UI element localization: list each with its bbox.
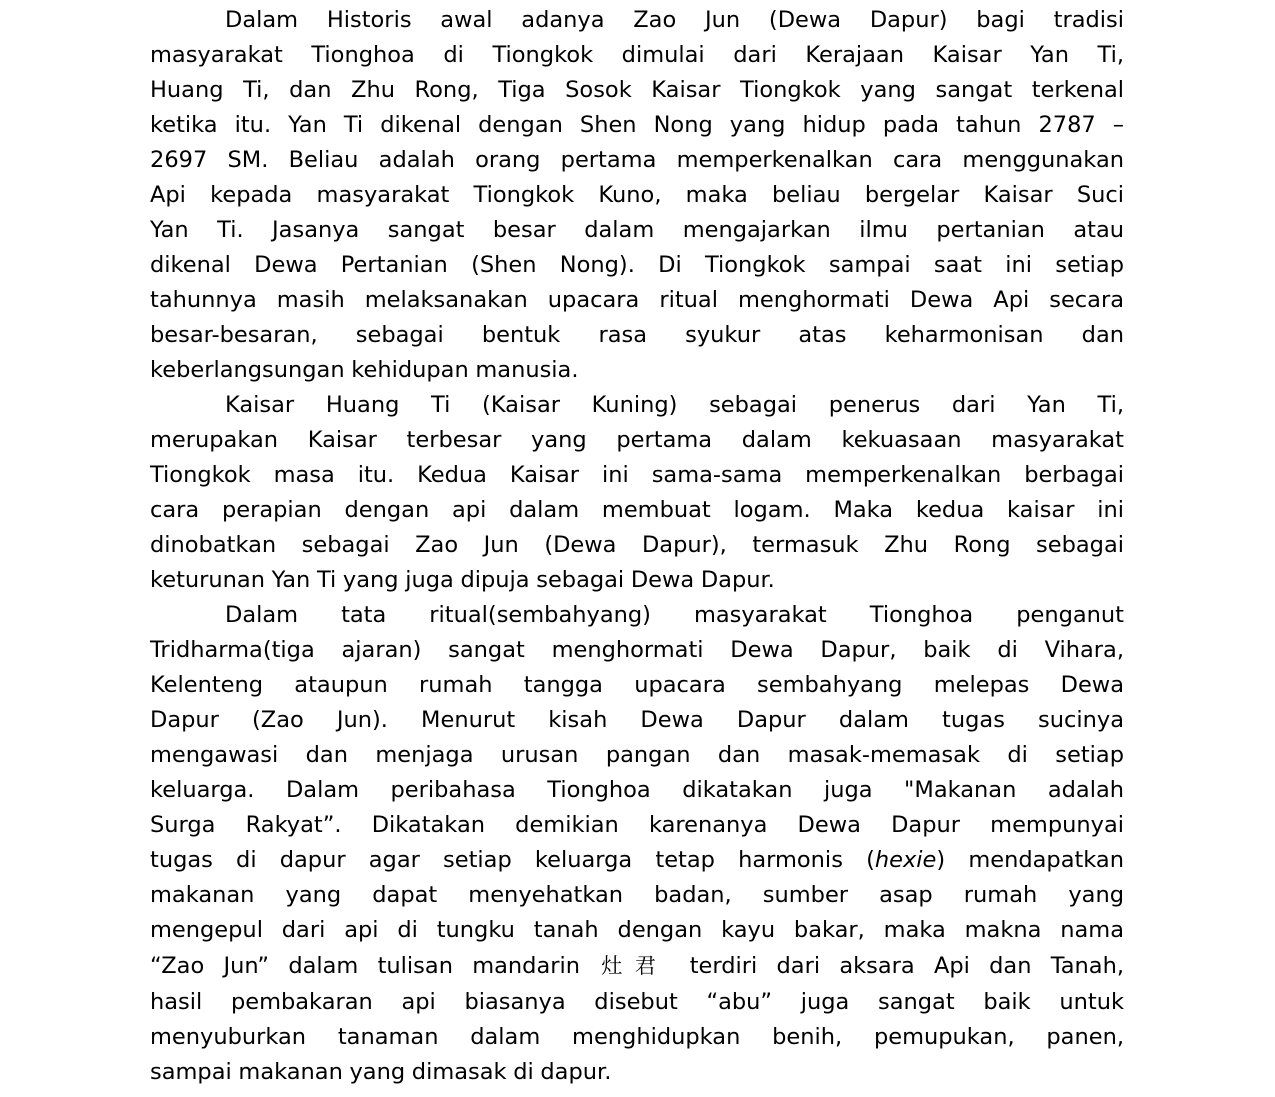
text-segment: ) mendapatkan — [936, 847, 1124, 873]
text-line: Dalam tata ritual(sembahyang) masyarakat Tionghoa penganut — [225, 602, 1124, 628]
text-segment: “Zao Jun” dalam tulisan mandarin — [150, 953, 600, 979]
text-line: dinobatkan sebagai Zao Jun (Dewa Dapur), termasuk Zhu Rong sebagai — [150, 532, 1124, 558]
text-line: Surga Rakyat”. Dikatakan demikian karenanya Dewa Dapur mempunyai — [150, 812, 1124, 838]
paragraph-ritual — [150, 598, 1124, 1090]
text-line: Huang Ti, dan Zhu Rong, Tiga Sosok Kaisar Tiongkok yang sangat terkenal — [150, 77, 1124, 103]
text-line: tahunnya masih melaksanakan upacara ritual menghormati Dewa Api secara — [150, 287, 1124, 313]
text-line-chinese — [150, 948, 1124, 985]
text-line: merupakan Kaisar terbesar yang pertama dalam kekuasaan masyarakat — [150, 427, 1124, 453]
text-segment: tugas di dapur agar setiap keluarga tetap harmonis ( — [150, 847, 875, 873]
text-line: Yan Ti. Jasanya sangat besar dalam mengajarkan ilmu pertanian atau — [150, 217, 1124, 243]
text-line: makanan yang dapat menyehatkan badan, sumber asap rumah yang — [150, 882, 1124, 908]
text-line: dikenal Dewa Pertanian (Shen Nong). Di Tiongkok sampai saat ini setiap — [150, 252, 1124, 278]
text-line: Api kepada masyarakat Tiongkok Kuno, maka beliau bergelar Kaisar Suci — [150, 182, 1124, 208]
text-line: mengepul dari api di tungku tanah dengan kayu bakar, maka makna nama — [150, 917, 1124, 943]
text-line: 2697 SM. Beliau adalah orang pertama memperkenalkan cara menggunakan — [150, 147, 1124, 173]
text-line: Kelenteng ataupun rumah tangga upacara sembahyang melepas Dewa — [150, 672, 1124, 698]
italic-term-hexie: hexie — [874, 847, 937, 873]
text-line: sampai makanan yang dimasak di dapur. — [150, 1059, 612, 1085]
text-line: mengawasi dan menjaga urusan pangan dan masak-memasak di setiap — [150, 742, 1124, 768]
text-line: besar-besaran, sebagai bentuk rasa syukur atas keharmonisan dan — [150, 322, 1124, 348]
text-line: keturunan Yan Ti yang juga dipuja sebagai Dewa Dapur. — [150, 567, 775, 593]
text-line: ketika itu. Yan Ti dikenal dengan Shen Nong yang hidup pada tahun 2787 – — [150, 112, 1124, 138]
text-line: Kaisar Huang Ti (Kaisar Kuning) sebagai penerus dari Yan Ti, — [225, 392, 1124, 418]
text-line: masyarakat Tionghoa di Tiongkok dimulai dari Kerajaan Kaisar Yan Ti, — [150, 42, 1124, 68]
text-line: Dalam Historis awal adanya Zao Jun (Dewa Dapur) bagi tradisi — [225, 7, 1124, 33]
text-line: Dapur (Zao Jun). Menurut kisah Dewa Dapur dalam tugas sucinya — [150, 707, 1124, 733]
text-line: keberlangsungan kehidupan manusia. — [150, 357, 579, 383]
chinese-characters-zao-jun: 灶君 — [601, 954, 669, 978]
text-line: menyuburkan tanaman dalam menghidupkan benih, pemupukan, panen, — [150, 1024, 1124, 1050]
text-line: Tiongkok masa itu. Kedua Kaisar ini sama-sama memperkenalkan berbagai — [150, 462, 1124, 488]
text-line: hasil pembakaran api biasanya disebut “abu” juga sangat baik untuk — [150, 989, 1124, 1015]
text-line: cara perapian dengan api dalam membuat logam. Maka kedua kaisar ini — [150, 497, 1124, 523]
text-line: keluarga. Dalam peribahasa Tionghoa dikatakan juga "Makanan adalah — [150, 777, 1124, 803]
document-page — [150, 3, 1124, 1090]
paragraph-zao-jun-history — [150, 3, 1124, 388]
paragraph-huang-ti — [150, 388, 1124, 598]
text-line-hexie — [150, 843, 1124, 878]
text-segment: terdiri dari aksara Api dan Tanah, — [689, 953, 1124, 979]
text-line: Tridharma(tiga ajaran) sangat menghormati Dewa Dapur, baik di Vihara, — [150, 637, 1124, 663]
